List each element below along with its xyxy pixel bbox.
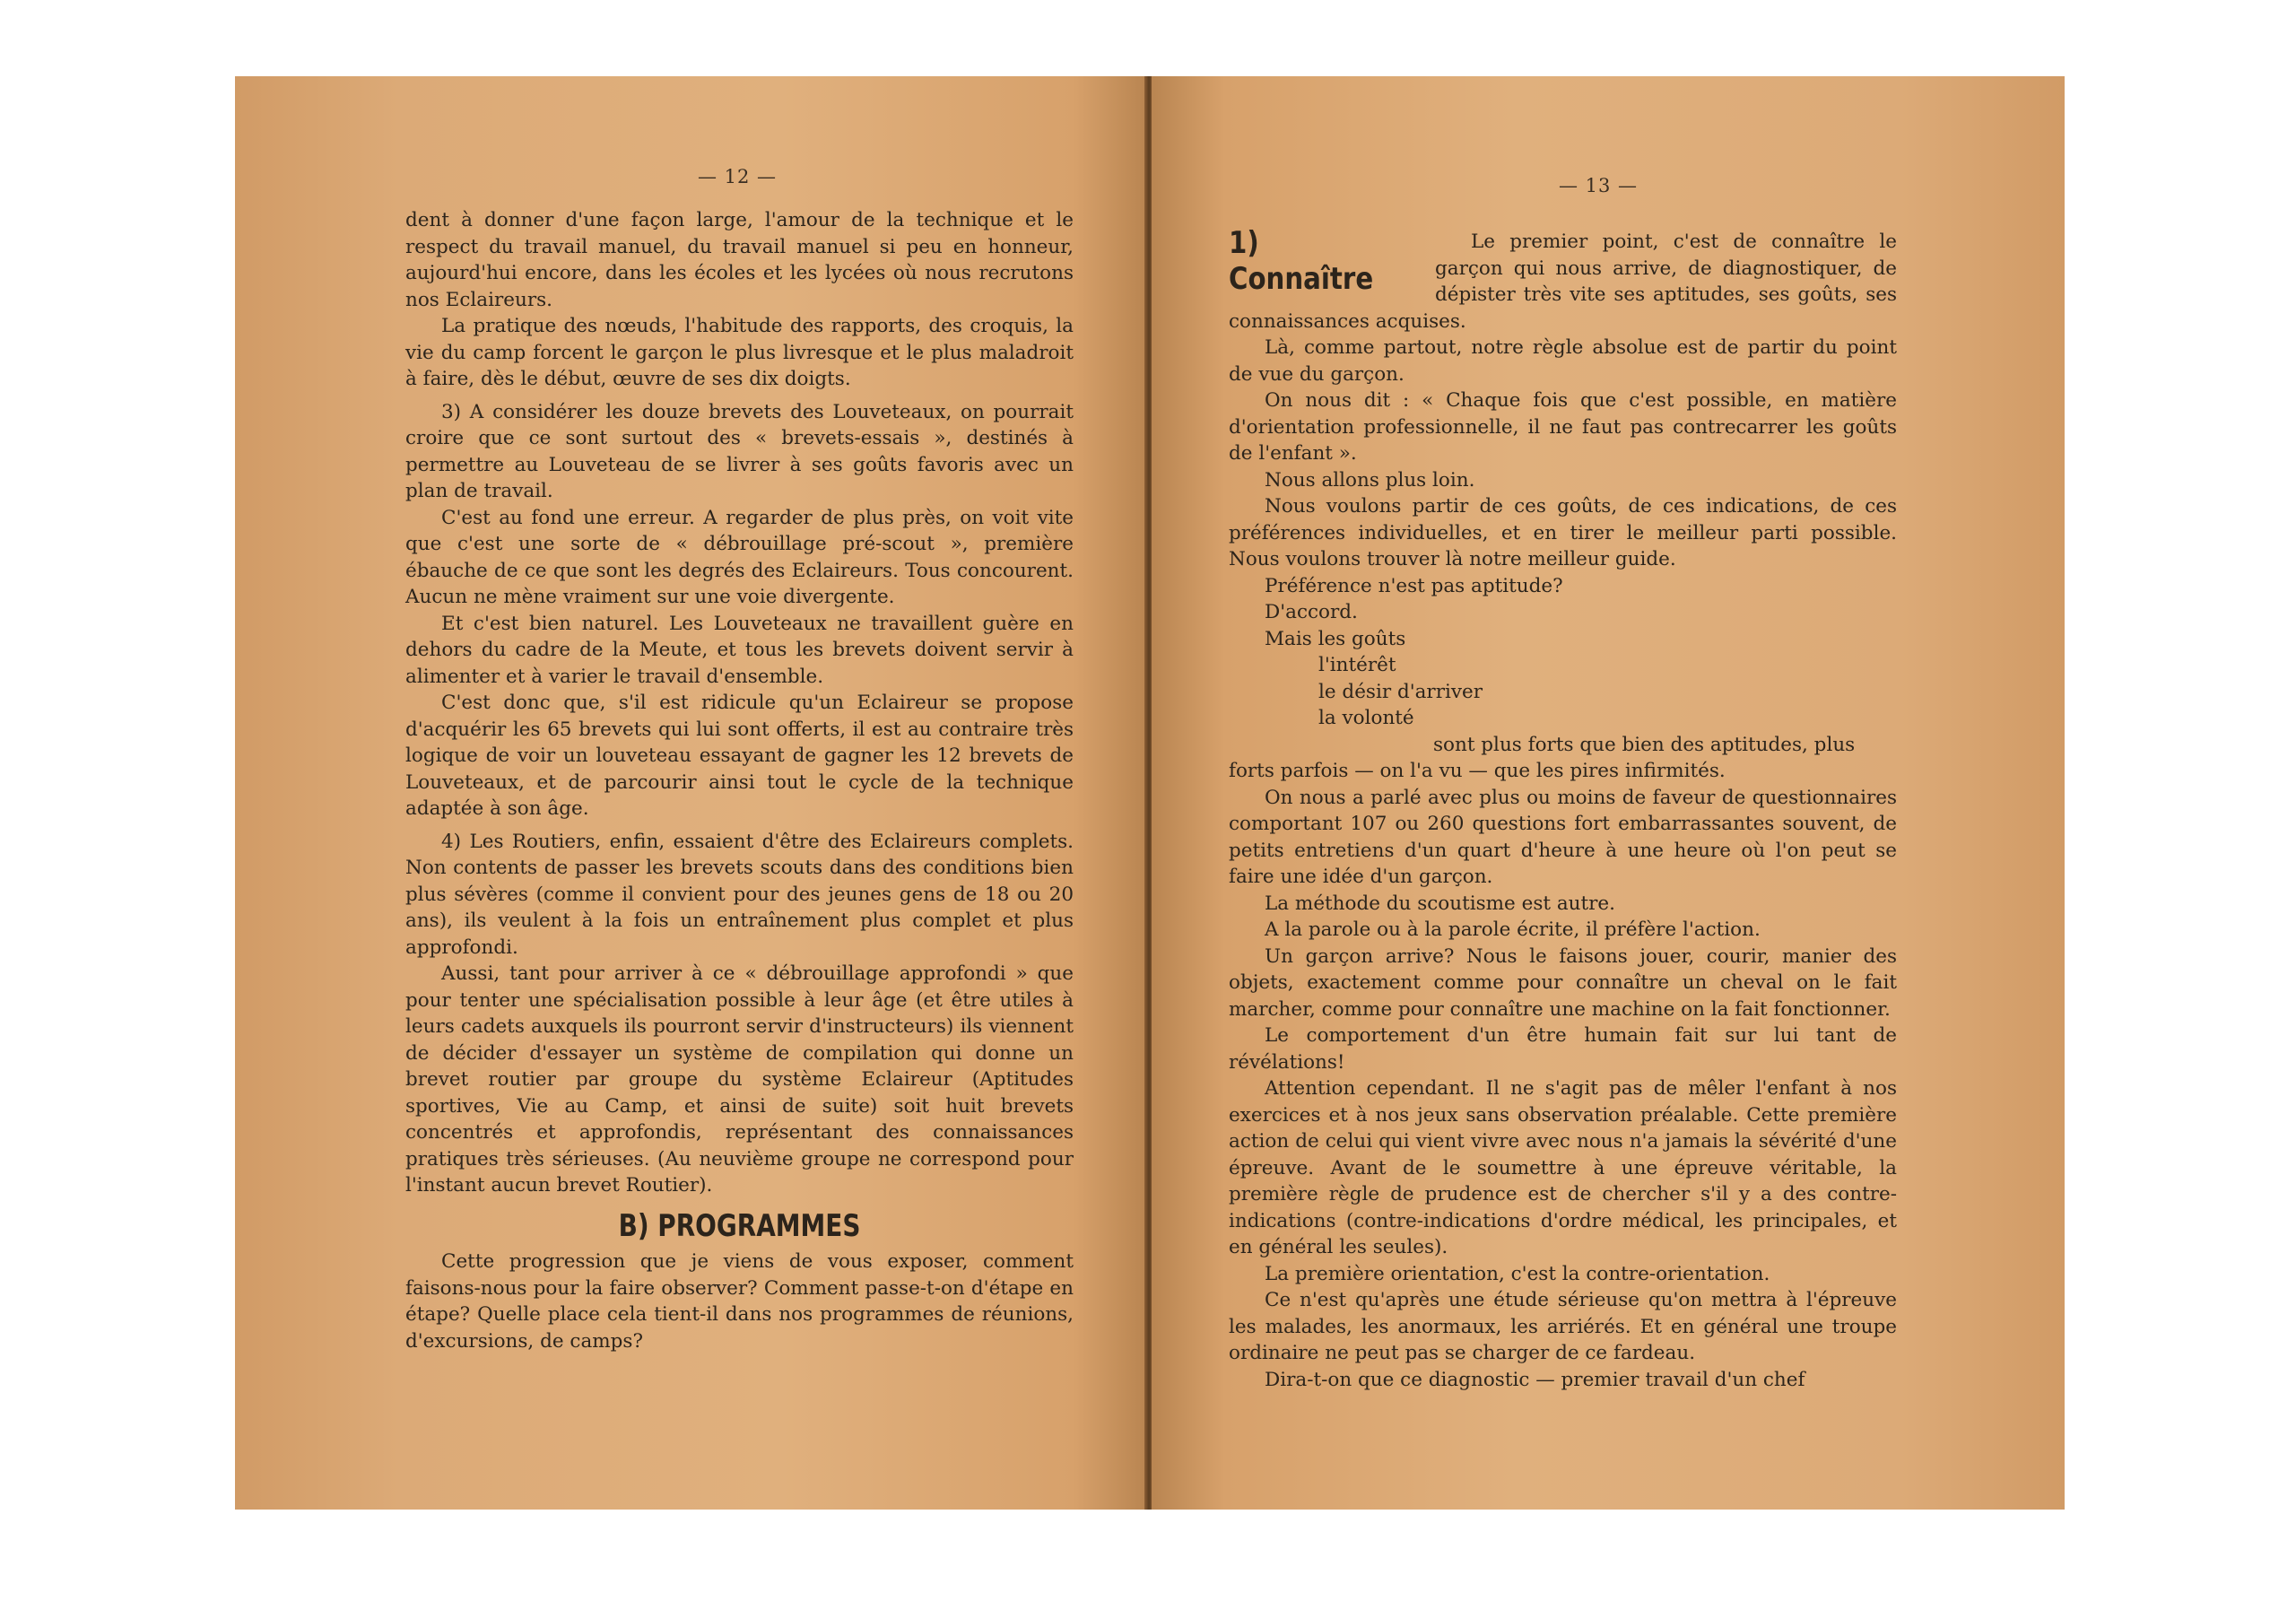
page-number-left: — 12 —	[697, 166, 778, 187]
paragraph: On nous a parlé avec plus ou moins de faveur de questionnaires comportant 107 ou 260 questions fort embarrassantes souvent, de petits entretiens d'un quart d'heure à une heure où l'on peut se faire une idée d'un garçon.	[1229, 786, 1897, 888]
paragraph: Préférence n'est pas aptitude?	[1265, 574, 1563, 597]
left-text-column	[405, 207, 1074, 1354]
left-page	[235, 76, 1146, 1510]
section-title: B) PROGRAMMES	[618, 1207, 861, 1244]
paragraph: C'est donc que, s'il est ridicule qu'un Eclaireur se propose d'acquérir les 65 brevets qui lui sont offerts, il est au contraire très logique de voir un louveteau essayant de gagner les 12 brevets de Louveteaux, et de parcourir ainsi tout le cycle de la technique adaptée à son âge.	[405, 692, 1074, 820]
paragraph: La première orientation, c'est la contre-orientation.	[1265, 1262, 1770, 1285]
paragraph: Nous allons plus loin.	[1265, 468, 1475, 492]
paragraph: Un garçon arrive? Nous le faisons jouer, courir, manier des objets, exactement comme pour connaître un cheval on le fait marcher, comme pour connaître une machine on la fait fonctionner.	[1229, 944, 1897, 1021]
paragraph: Le comportement d'un être humain fait sur lui tant de révélations!	[1229, 1024, 1897, 1074]
paragraph: C'est au fond une erreur. A regarder de plus près, on voit vite que c'est une sorte de « débrouillage pré-scout », première ébauche de ce que sont les degrés des Eclaireurs. Tous concourent. Aucun ne mène vraiment sur une voie divergente.	[405, 506, 1074, 608]
paragraph: A la parole ou à la parole écrite, il préfère l'action.	[1265, 918, 1761, 941]
paragraph: La méthode du scoutisme est autre.	[1265, 892, 1615, 915]
paragraph: On nous dit : « Chaque fois que c'est possible, en matière d'orientation professionnelle, il ne faut pas contrecarrer les goûts de l'enfant ».	[1229, 389, 1897, 465]
verse-line: l'intérêt	[1318, 654, 1396, 676]
paragraph: Dira-t-on que ce diagnostic — premier travail d'un chef	[1265, 1368, 1805, 1391]
paragraph: Attention cependant. Il ne s'agit pas de mêler l'enfant à nos exercices et à nos jeux sans observation préalable. Cette première action de celui qui vient vivre avec nous n'a jamais la sévérité d'une épreuve. Avant de le soumettre à une épreuve véritable, la première règle de prudence est de chercher s'il y a des contre-indications (contre-indications d'ordre médical, les principales, et en général les seules).	[1229, 1077, 1897, 1258]
book-spread	[235, 76, 2065, 1510]
paragraph: Là, comme partout, notre règle absolue est de partir du point de vue du garçon.	[1229, 336, 1897, 386]
page-number-right: — 13 —	[1558, 175, 1639, 196]
paragraph: 3) A considérer les douze brevets des Louveteaux, on pourrait croire que ce sont surtout des « brevets-essais », destinés à permettre au Louveteau de se livrer à ses goûts favoris avec un plan de travail.	[405, 400, 1074, 502]
paragraph: Et c'est bien naturel. Les Louveteaux ne travaillent guère en dehors du cadre de la Meute, et tous les brevets doivent servir à alimenter et à varier le travail d'ensemble.	[405, 612, 1074, 688]
paragraph: 4) Les Routiers, enfin, essaient d'être des Eclaireurs complets. Non contents de passer les brevets scouts dans des conditions bien plus sévères (comme il convient pour des jeunes gens de 18 ou 20 ans), ils veulent à la fois un entraînement plus complet et plus approfondi.	[405, 830, 1074, 959]
paragraph: Aussi, tant pour arriver à ce « débrouillage approfondi » que pour tenter une spécialisation possible à leur âge (et être utiles à leurs cadets auxquels ils pourront servir d'instructeurs) ils viennent de décider d'essayer un système de compilation qui donne un brevet routier par groupe du système Eclaireur (Aptitudes sportives, Vie au Camp, et ainsi de suite) soit huit brevets concentrés et approfondis, représentant des connaissances pratiques très sérieuses. (Au neuvième groupe ne correspond pour l'instant aucun brevet Routier).	[405, 962, 1074, 1197]
section-heading-block	[1229, 225, 1897, 335]
paragraph: La pratique des nœuds, l'habitude des rapports, des croquis, la vie du camp forcent le garçon le plus livresque et le plus maladroit à faire, dès le début, œuvre de ses dix doigts.	[405, 315, 1074, 390]
paragraph: forts parfois — on l'a vu — que les pires infirmités.	[1229, 760, 1726, 782]
verse-line: le désir d'arriver	[1318, 680, 1483, 703]
verse-line: sont plus forts que bien des aptitudes, plus	[1433, 733, 1856, 756]
paragraph: Nous voulons partir de ces goûts, de ces indications, de ces préférences individuelles, et en tirer le meilleur parti possible. Nous voulons trouver là notre meilleur guide.	[1229, 495, 1897, 570]
verse-line: la volonté	[1318, 707, 1414, 729]
paragraph: Ce n'est qu'après une étude sérieuse qu'on mettra à l'épreuve les malades, les anormaux, les arriérés. Et en général une troupe ordinaire ne peut pas se charger de ce fardeau.	[1229, 1289, 1897, 1364]
paragraph: D'accord.	[1265, 601, 1358, 623]
paragraph: Cette progression que je viens de vous exposer, comment faisons-nous pour la faire observer? Comment passe-t-on d'étape en étape? Quelle place cela tient-il dans nos programmes de réunions, d'excursions, de camps?	[405, 1250, 1074, 1353]
right-text-column	[1229, 225, 1897, 1393]
verse-block	[1229, 626, 1897, 759]
right-page	[1152, 76, 2065, 1510]
verse-line: Mais les goûts	[1265, 627, 1406, 650]
lead-paragraph: Le premier point, c'est de connaître le garçon qui nous arrive, de diagnostiquer, de dépister très vite ses aptitudes, ses goûts, ses connaissances acquises.	[1229, 231, 1897, 333]
paragraph: dent à donner d'une façon large, l'amour de la technique et le respect du travail manuel, du travail manuel si peu en honneur, aujourd'hui encore, dans les écoles et les lycées où nous recrutons nos Eclaireurs.	[405, 209, 1074, 311]
section-title: 1) Connaître	[1229, 225, 1374, 297]
